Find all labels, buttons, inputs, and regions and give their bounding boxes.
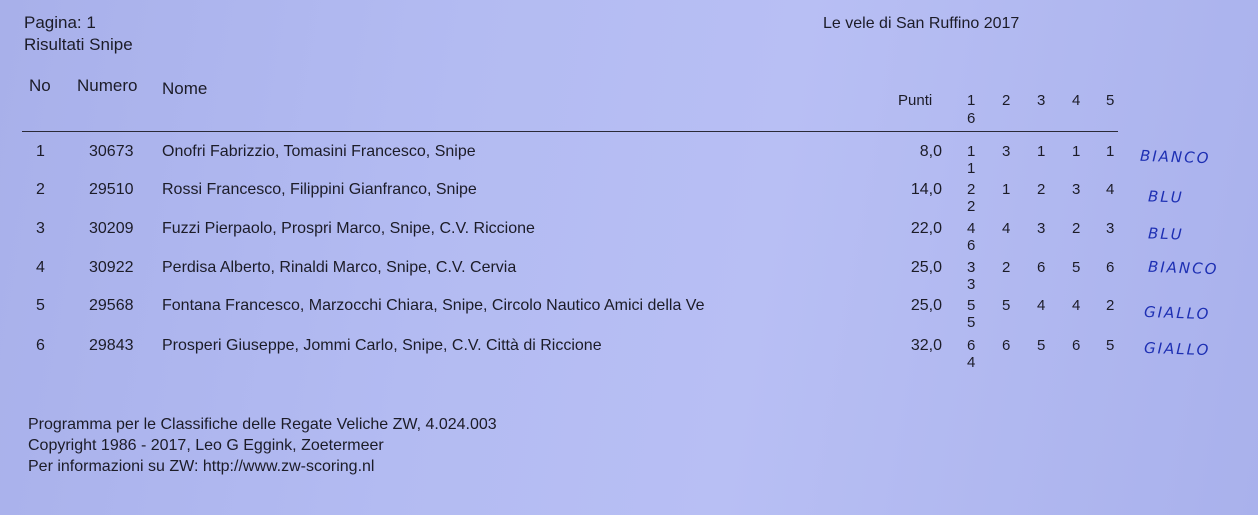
- table-row: [0, 259, 1258, 297]
- race2-score: 2: [1002, 259, 1011, 276]
- header-divider: [22, 131, 1118, 132]
- race3-score: 5: [1037, 337, 1046, 354]
- sail-number: 29568: [89, 297, 134, 314]
- col-header-punti: Punti: [898, 92, 933, 109]
- points: 14,0: [910, 181, 942, 198]
- handwritten-color-note: BLU: [1147, 187, 1184, 207]
- race4-score: 4: [1072, 297, 1081, 314]
- row-no: 4: [36, 259, 45, 276]
- race2-score: 4: [1002, 220, 1011, 237]
- points: 25,0: [910, 297, 942, 314]
- col-header-race5: 5: [1106, 92, 1115, 109]
- race5-score: 1: [1106, 143, 1115, 160]
- crew-name: Fuzzi Pierpaolo, Prospri Marco, Snipe, C.V. Riccione: [162, 220, 535, 237]
- race4-score: 5: [1072, 259, 1081, 276]
- race6-score: 1: [967, 160, 976, 177]
- col-header-numero: Numero: [77, 76, 138, 95]
- race5-score: 5: [1106, 337, 1115, 354]
- race5-score: 6: [1106, 259, 1115, 276]
- handwritten-color-note: GIALLO: [1143, 338, 1211, 360]
- race6-score: 2: [967, 198, 976, 215]
- col-header-race3: 3: [1037, 92, 1046, 109]
- handwritten-color-note: BIANCO: [1147, 257, 1219, 279]
- footer-program: Programma per le Classifiche delle Regate Veliche ZW, 4.024.003: [28, 416, 497, 433]
- handwritten-color-note: GIALLO: [1143, 302, 1211, 324]
- col-header-race1-top: 1: [967, 92, 976, 109]
- table-row: [0, 143, 1258, 181]
- sail-number: 29843: [89, 337, 134, 354]
- race1-score: 5: [967, 297, 976, 314]
- crew-name: Fontana Francesco, Marzocchi Chiara, Snipe, Circolo Nautico Amici della Ve: [162, 297, 705, 314]
- table-row: [0, 220, 1258, 258]
- points: 32,0: [910, 337, 942, 354]
- race3-score: 3: [1037, 220, 1046, 237]
- race2-score: 6: [1002, 337, 1011, 354]
- row-no: 1: [36, 143, 45, 160]
- points: 22,0: [910, 220, 942, 237]
- table-row: [0, 297, 1258, 335]
- race6-score: 6: [967, 237, 976, 254]
- handwritten-color-note: BLU: [1147, 224, 1184, 244]
- race6-score: 3: [967, 276, 976, 293]
- sail-number: 30673: [89, 143, 134, 160]
- points: 8,0: [919, 143, 942, 160]
- race3-score: 1: [1037, 143, 1046, 160]
- race6-score: 4: [967, 354, 976, 371]
- row-no: 2: [36, 181, 45, 198]
- race1-score: 6: [967, 337, 976, 354]
- race2-score: 3: [1002, 143, 1011, 160]
- col-header-race1-bottom: 6: [967, 110, 976, 127]
- col-header-race4: 4: [1072, 92, 1081, 109]
- race3-score: 6: [1037, 259, 1046, 276]
- race1-score: 2: [967, 181, 976, 198]
- footer-info: Per informazioni su ZW: http://www.zw-scoring.nl: [28, 458, 375, 475]
- sail-number: 30209: [89, 220, 134, 237]
- race4-score: 3: [1072, 181, 1081, 198]
- race3-score: 4: [1037, 297, 1046, 314]
- race4-score: 2: [1072, 220, 1081, 237]
- col-header-nome: Nome: [162, 79, 208, 98]
- race5-score: 4: [1106, 181, 1115, 198]
- crew-name: Rossi Francesco, Filippini Gianfranco, Snipe: [162, 181, 477, 198]
- table-row: [0, 337, 1258, 375]
- col-header-no: No: [29, 76, 51, 95]
- footer-copyright: Copyright 1986 - 2017, Leo G Eggink, Zoetermeer: [28, 437, 384, 454]
- crew-name: Onofri Fabrizzio, Tomasini Francesco, Snipe: [162, 143, 476, 160]
- race1-score: 3: [967, 259, 976, 276]
- race6-score: 5: [967, 314, 976, 331]
- race2-score: 5: [1002, 297, 1011, 314]
- race2-score: 1: [1002, 181, 1011, 198]
- sail-number: 29510: [89, 181, 134, 198]
- sail-number: 30922: [89, 259, 134, 276]
- page-number: Pagina: 1: [24, 13, 96, 32]
- race1-score: 1: [967, 143, 976, 160]
- row-no: 3: [36, 220, 45, 237]
- points: 25,0: [910, 259, 942, 276]
- results-title: Risultati Snipe: [24, 35, 133, 54]
- crew-name: Perdisa Alberto, Rinaldi Marco, Snipe, C.V. Cervia: [162, 259, 517, 276]
- race4-score: 1: [1072, 143, 1081, 160]
- race4-score: 6: [1072, 337, 1081, 354]
- race3-score: 2: [1037, 181, 1046, 198]
- row-no: 6: [36, 337, 45, 354]
- race1-score: 4: [967, 220, 976, 237]
- race5-score: 2: [1106, 297, 1115, 314]
- col-header-race2: 2: [1002, 92, 1011, 109]
- row-no: 5: [36, 297, 45, 314]
- handwritten-color-note: BIANCO: [1139, 146, 1211, 168]
- race5-score: 3: [1106, 220, 1115, 237]
- table-row: [0, 181, 1258, 219]
- crew-name: Prosperi Giuseppe, Jommi Carlo, Snipe, C.V. Città di Riccione: [162, 337, 602, 354]
- event-title: Le vele di San Ruffino 2017: [823, 15, 1020, 32]
